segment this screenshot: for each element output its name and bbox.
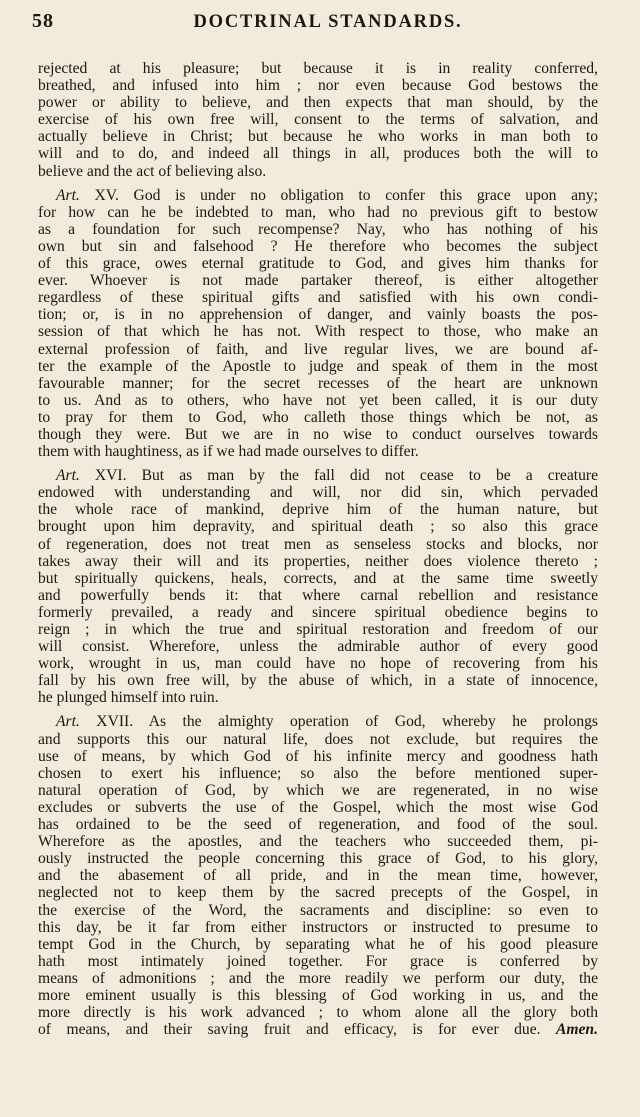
text-line: as a foundation for such recompense? Nay, who has nothing of his xyxy=(38,220,598,238)
text-line: hath most intimately joined together. For grace is conferred by xyxy=(38,952,598,970)
text-line: exercise of his own free will, consent to the terms of salvation, and xyxy=(38,111,598,129)
text-line: will and to do, and indeed all things in all, produces both the will to xyxy=(38,145,598,163)
text-line: will consist. Wherefore, unless the admirable author of every good xyxy=(38,638,598,656)
article-15 xyxy=(38,187,598,461)
text-line: though they were. But we are in no wise to conduct ourselves towards xyxy=(38,425,598,443)
text-line: them with haughtiness, as if we had made ourselves to differ. xyxy=(38,443,419,461)
text-line: regardless of these spiritual gifts and satisfied with his own condi- xyxy=(38,289,598,307)
text-line: brought upon him depravity, and spiritual death ; so also this grace xyxy=(38,518,598,536)
text-line: and the abasement of all pride, and in the mean time, however, xyxy=(38,867,598,885)
text-line: more eminent usually is this blessing of God working in us, and the xyxy=(38,986,598,1004)
text-line: more directly is his work advanced ; to whom alone all the glory both xyxy=(38,1004,598,1022)
text-line: rejected at his pleasure; but because it is in reality conferred, xyxy=(38,60,598,77)
text-line: means of admonitions ; and the more readily we perform our duty, the xyxy=(38,969,598,987)
text-line: formerly prevailed, a ready and sincere spiritual obedience begins to xyxy=(38,603,598,621)
text-line: ously instructed the people concerning this grace of God, to his glory, xyxy=(38,850,598,868)
text-line: tion; or, is in no apprehension of danger, and vainly boasts the pos- xyxy=(38,306,598,324)
text-line: the exercise of the Word, the sacraments and discipline: so even to xyxy=(38,901,598,919)
text-line: work, wrought in us, man could have no hope of recovering from his xyxy=(38,655,598,673)
text-line: tempt God in the Church, by separating what he of his good pleasure xyxy=(38,935,598,953)
text-line: ter the example of the Apostle to judge and speak of them in the most xyxy=(38,357,598,375)
article-first-line xyxy=(38,713,598,730)
text-line: actually believe in Christ; but because he who works in man both to xyxy=(38,128,598,146)
text-line: ever. Whoever is not made partaker thereof, is either altogether xyxy=(38,272,598,290)
page-number: 58 xyxy=(32,10,54,32)
text-line: he plunged himself into ruin. xyxy=(38,689,219,707)
text-line: fall by his own free will, by the abuse of which, in a state of innocence, xyxy=(38,672,598,690)
text-line: the whole race of mankind, deprive him of the human nature, but xyxy=(38,501,598,519)
article-label: Art. xyxy=(56,467,80,485)
text-line: to us. And as to others, who have not yet been called, it is our duty xyxy=(38,391,598,409)
text-line: of regeneration, does not treat men as senseless stocks and blocks, nor xyxy=(38,535,598,553)
running-title: DOCTRINAL STANDARDS. xyxy=(193,12,463,32)
text-line: has ordained to be the seed of regeneration, and food of the soul. xyxy=(38,816,598,834)
article-first-text: XVI. But as man by the fall did not cease to be a creature xyxy=(79,467,598,485)
article-label: Art. xyxy=(56,713,80,731)
text-line: and powerfully bends it: that where carnal rebellion and resistance xyxy=(38,586,598,604)
text-line: power or ability to believe, and then expects that man should, by the xyxy=(38,94,598,112)
article-first-text: XV. God is under no obligation to confer this grace upon any; xyxy=(79,186,598,204)
text-line: natural operation of God, by which we are regenerated, in no wise xyxy=(38,781,598,799)
text-line: session of that which he has not. With respect to those, who make an xyxy=(38,323,598,341)
text-line: reign ; in which the true and spiritual restoration and freedom of our xyxy=(38,621,598,638)
amen-word: Amen. xyxy=(555,1021,598,1039)
article-first-line xyxy=(38,467,598,484)
text-line: excludes or subverts the use of the Gospel, which the most wise God xyxy=(38,798,598,816)
article-17 xyxy=(38,713,598,1038)
text-line: for how can he be indebted to man, who had no previous gift to bestow xyxy=(38,203,598,221)
article-first-line xyxy=(38,187,598,204)
text-line: but spiritually quickens, heals, corrects, and at the same time sweetly xyxy=(38,569,598,587)
text-line: to pray for them to God, who calleth those things which be not, as xyxy=(38,408,598,426)
text-line: favourable manner; for the secret recesses of the heart are unknown xyxy=(38,374,598,392)
final-text: of means, and their saving fruit and efficacy, is for ever due. xyxy=(38,1021,556,1039)
text-line: of this grace, owes eternal gratitude to God, and gives him thanks for xyxy=(38,255,598,273)
article-16 xyxy=(38,467,598,706)
page-header xyxy=(32,6,598,60)
text-line: external profession of faith, and live regular lives, we are bound af- xyxy=(38,340,598,358)
text-line-final xyxy=(38,1021,598,1038)
text-line: own but sin and falsehood ? He therefore who becomes the subject xyxy=(38,237,598,255)
text-line: chosen to exert his influence; so also the before mentioned super- xyxy=(38,764,598,782)
article-first-text: XVII. As the almighty operation of God, whereby he prolongs xyxy=(79,713,598,731)
text-line: use of means, by which God of his infinite mercy and goodness hath xyxy=(38,747,598,765)
text-line: breathed, and infused into him ; nor even because God bestows the xyxy=(38,77,598,95)
text-line: endowed with understanding and will, nor did sin, which pervaded xyxy=(38,484,598,502)
text-line: neglected not to keep them by the sacred precepts of the Gospel, in xyxy=(38,884,598,902)
text-line: takes away their will and its properties, neither does violence thereto ; xyxy=(38,552,598,570)
text-line: and supports this our natural life, does not exclude, but requires the xyxy=(38,730,598,748)
text-line: believe and the act of believing also. xyxy=(38,162,267,180)
article-label: Art. xyxy=(56,186,80,204)
text-line: Wherefore as the apostles, and the teachers who succeeded them, pi- xyxy=(38,833,598,851)
paragraph-continuation xyxy=(38,60,598,180)
text-line: this day, be it far from either instructors or instructed to presume to xyxy=(38,918,598,936)
